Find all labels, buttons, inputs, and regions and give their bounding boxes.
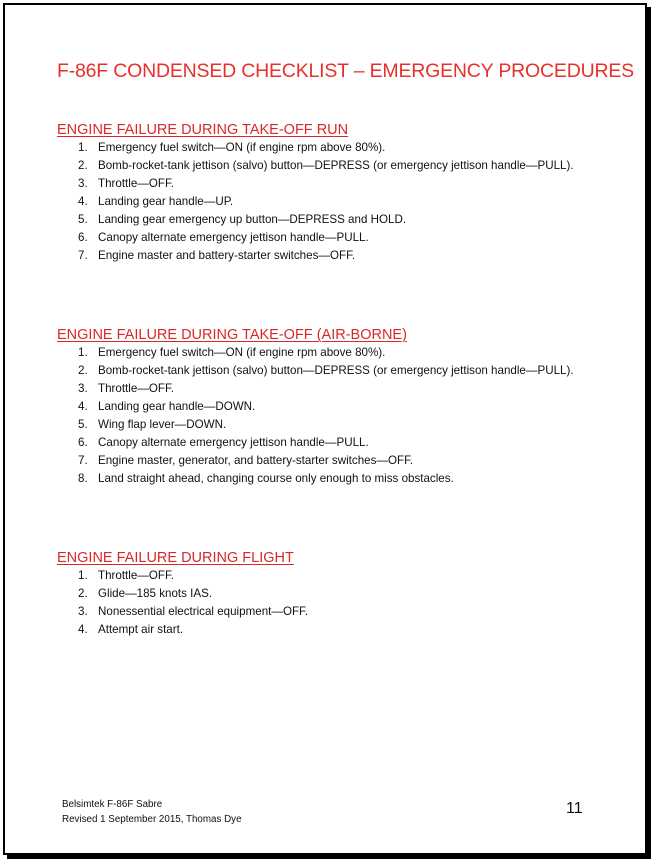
item-text: Emergency fuel switch—ON (if engine rpm above 80%).	[98, 141, 386, 154]
section-heading: ENGINE FAILURE DURING FLIGHT	[57, 550, 294, 566]
checklist-item	[57, 380, 597, 398]
item-text: Throttle—OFF.	[98, 569, 175, 582]
item-text: Engine master and battery-starter switches—OFF.	[98, 249, 356, 262]
item-number: 2.	[78, 159, 88, 172]
checklist-item	[57, 362, 597, 380]
checklist-item	[57, 567, 597, 585]
checklist	[57, 567, 597, 639]
checklist-item	[57, 398, 597, 416]
item-number: 7.	[78, 454, 88, 467]
item-text: Land straight ahead, changing course only enough to miss obstacles.	[98, 472, 454, 485]
section-heading: ENGINE FAILURE DURING TAKE-OFF (AIR-BORNE)	[57, 327, 407, 343]
checklist-item	[57, 247, 597, 265]
section-flight	[57, 549, 597, 639]
item-number: 7.	[78, 249, 88, 262]
item-text: Landing gear handle—DOWN.	[98, 400, 256, 413]
checklist-item	[57, 139, 597, 157]
checklist-item	[57, 416, 597, 434]
checklist	[57, 139, 597, 265]
item-text: Bomb-rocket-tank jettison (salvo) button—DEPRESS (or emergency jettison handle—PULL).	[98, 364, 574, 377]
checklist-item	[57, 434, 597, 452]
checklist-item	[57, 157, 597, 175]
item-number: 6.	[78, 436, 88, 449]
item-text: Landing gear emergency up button—DEPRESS and HOLD.	[98, 213, 407, 226]
item-text: Wing flap lever—DOWN.	[98, 418, 227, 431]
item-number: 1.	[78, 346, 88, 359]
item-text: Canopy alternate emergency jettison handle—PULL.	[98, 231, 369, 244]
item-number: 3.	[78, 605, 88, 618]
item-number: 2.	[78, 587, 88, 600]
item-text: Nonessential electrical equipment—OFF.	[98, 605, 309, 618]
item-text: Engine master, generator, and battery-starter switches—OFF.	[98, 454, 414, 467]
item-text: Bomb-rocket-tank jettison (salvo) button—DEPRESS (or emergency jettison handle—PULL).	[98, 159, 574, 172]
document-title: F-86F CONDENSED CHECKLIST – EMERGENCY PROCEDURES	[57, 60, 634, 82]
item-text: Throttle—OFF.	[98, 382, 175, 395]
section-takeoff-airborne	[57, 326, 597, 488]
item-number: 8.	[78, 472, 88, 485]
page-number: 11	[566, 800, 583, 817]
item-text: Attempt air start.	[98, 623, 184, 636]
item-text: Glide—185 knots IAS.	[98, 587, 213, 600]
checklist-item	[57, 470, 597, 488]
checklist-item	[57, 344, 597, 362]
item-text: Canopy alternate emergency jettison handle—PULL.	[98, 436, 369, 449]
item-number: 1.	[78, 141, 88, 154]
checklist-item	[57, 175, 597, 193]
item-number: 4.	[78, 195, 88, 208]
item-number: 2.	[78, 364, 88, 377]
footer-line-revision: Revised 1 September 2015, Thomas Dye	[62, 814, 242, 825]
checklist-item	[57, 452, 597, 470]
item-number: 4.	[78, 400, 88, 413]
footer-line-aircraft: Belsimtek F-86F Sabre	[62, 799, 163, 810]
item-number: 5.	[78, 418, 88, 431]
checklist-item	[57, 193, 597, 211]
item-number: 5.	[78, 213, 88, 226]
section-takeoff-run	[57, 121, 597, 265]
item-number: 4.	[78, 623, 88, 636]
checklist-item	[57, 621, 597, 639]
checklist-item	[57, 229, 597, 247]
item-number: 1.	[78, 569, 88, 582]
checklist-item	[57, 211, 597, 229]
checklist-item	[57, 585, 597, 603]
checklist-item	[57, 603, 597, 621]
item-text: Emergency fuel switch—ON (if engine rpm above 80%).	[98, 346, 386, 359]
item-text: Throttle—OFF.	[98, 177, 175, 190]
footer	[62, 797, 242, 827]
item-number: 3.	[78, 177, 88, 190]
item-number: 6.	[78, 231, 88, 244]
item-text: Landing gear handle—UP.	[98, 195, 234, 208]
section-heading: ENGINE FAILURE DURING TAKE-OFF RUN	[57, 122, 349, 138]
item-number: 3.	[78, 382, 88, 395]
checklist	[57, 344, 597, 488]
